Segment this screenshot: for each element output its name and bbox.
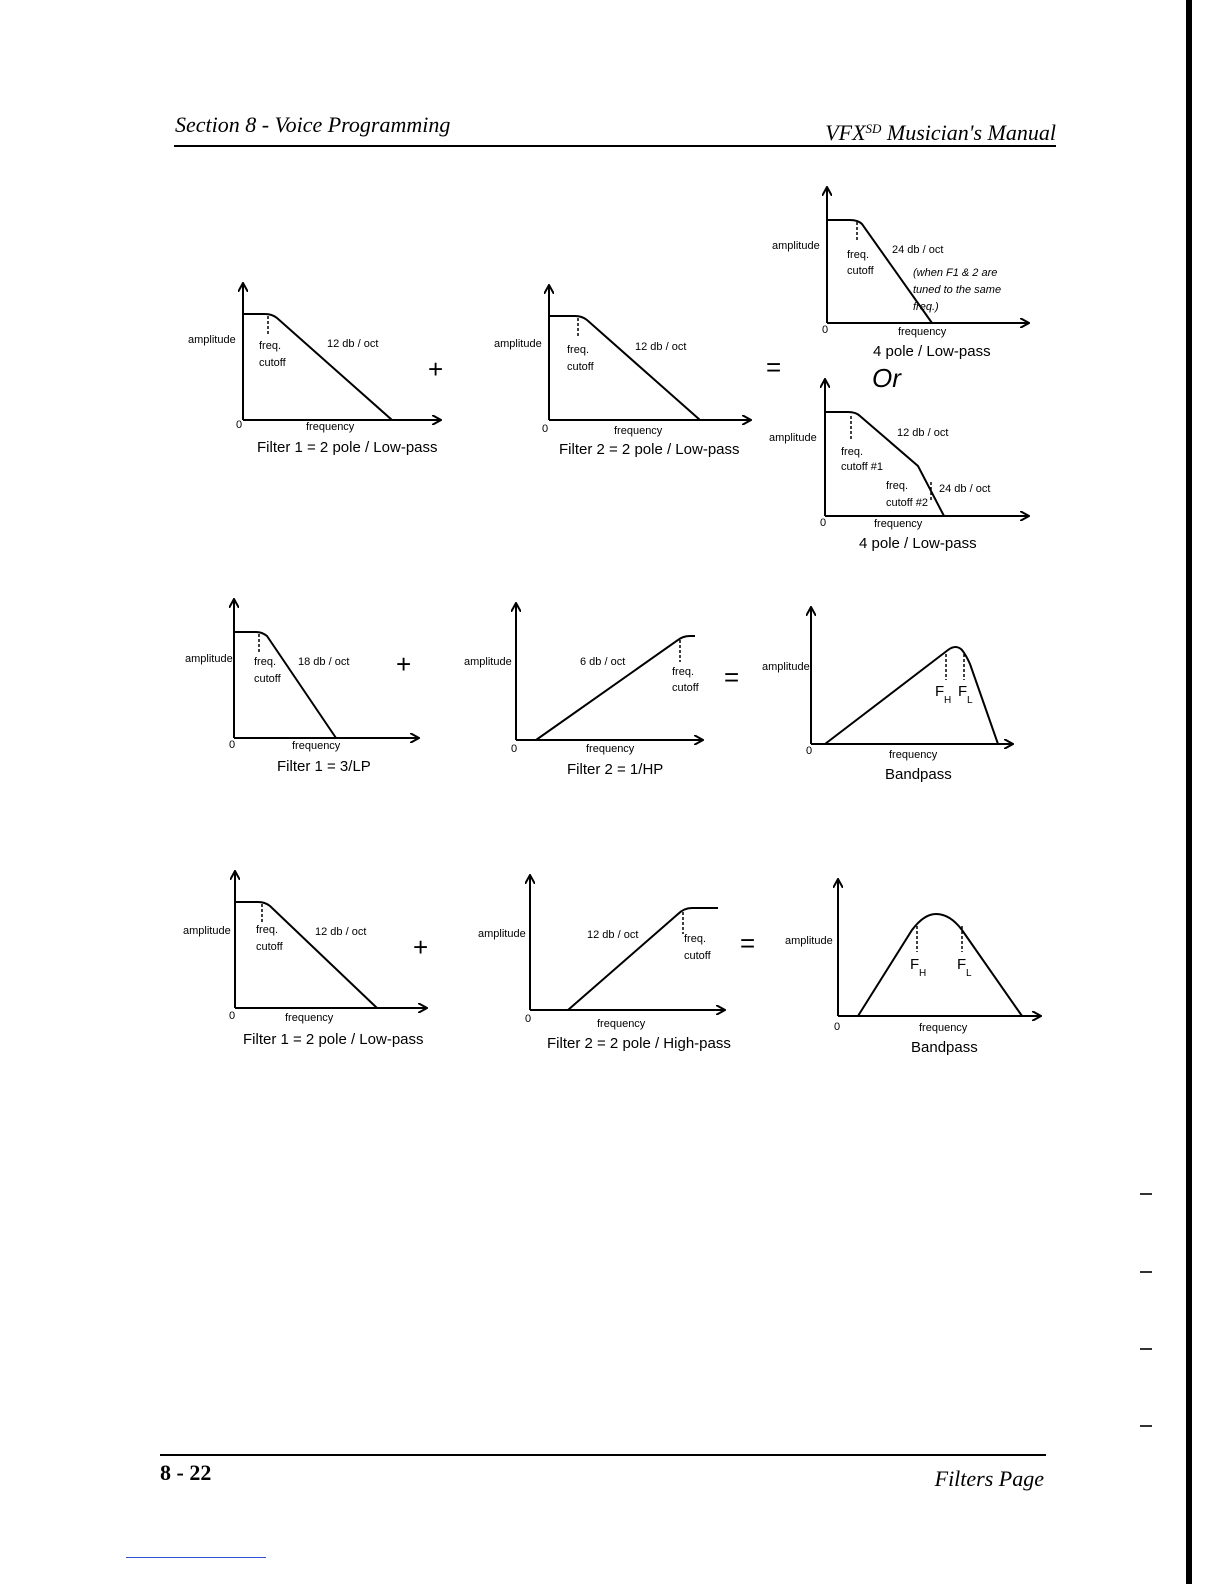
r2f2-frequency: frequency bbox=[586, 743, 635, 755]
r1-result-a-caption: 4 pole / Low-pass bbox=[873, 343, 991, 360]
r2f1-amplitude: amplitude bbox=[185, 653, 233, 665]
r2r-fh: F bbox=[935, 683, 945, 700]
r3-plus: + bbox=[413, 932, 429, 962]
r1-equals: = bbox=[766, 352, 782, 382]
r3r-fl-sub: L bbox=[966, 968, 972, 979]
r1f2-zero: 0 bbox=[542, 423, 549, 435]
margin-tick bbox=[1140, 1271, 1152, 1273]
r1ra-freq: freq. bbox=[847, 249, 870, 261]
r2f1-cutoff: cutoff bbox=[254, 673, 281, 685]
r2-equals: = bbox=[724, 662, 740, 692]
r2-filter1-caption: Filter 1 = 3/LP bbox=[277, 758, 371, 775]
r3r-fh-sub: H bbox=[919, 968, 927, 979]
r3-filter2-caption: Filter 2 = 2 pole / High-pass bbox=[547, 1035, 731, 1052]
r1rb-cutoff1: cutoff #1 bbox=[841, 461, 883, 473]
r1ra-cutoff: cutoff bbox=[847, 265, 874, 277]
r1-result-b-caption: 4 pole / Low-pass bbox=[859, 535, 977, 552]
r1rb-cutoff2: cutoff #2 bbox=[886, 497, 928, 509]
r3r-frequency: frequency bbox=[919, 1022, 968, 1034]
r1ra-note-1: (when F1 & 2 are bbox=[913, 267, 998, 279]
r1ra-frequency: frequency bbox=[898, 326, 947, 338]
r1-plus: + bbox=[428, 354, 444, 384]
manual-prefix: VFX bbox=[825, 120, 866, 145]
r3f2-freq: freq. bbox=[684, 933, 707, 945]
r2-result-caption: Bandpass bbox=[885, 766, 952, 783]
r2-plus: + bbox=[396, 649, 412, 679]
r1f1-amplitude: amplitude bbox=[188, 334, 236, 346]
r1rb-amplitude: amplitude bbox=[769, 432, 817, 444]
footer-rule bbox=[160, 1454, 1046, 1456]
r2f1-freq: freq. bbox=[254, 656, 277, 668]
r1ra-note-3: freq.) bbox=[913, 301, 939, 313]
r3r-fl: F bbox=[957, 956, 967, 973]
r1-filter2-caption: Filter 2 = 2 pole / Low-pass bbox=[559, 441, 740, 458]
r3f1-cutoff: cutoff bbox=[256, 941, 283, 953]
margin-tick bbox=[1140, 1425, 1152, 1427]
margin-tick bbox=[1140, 1348, 1152, 1350]
r3f1-freq: freq. bbox=[256, 924, 279, 936]
r2r-amplitude: amplitude bbox=[762, 661, 810, 673]
r1ra-note-2: tuned to the same bbox=[913, 284, 1002, 296]
r3f1-zero: 0 bbox=[229, 1010, 236, 1022]
manual-suffix: Musician's Manual bbox=[881, 120, 1056, 145]
r2r-fh-sub: H bbox=[944, 695, 952, 706]
r3f1-amplitude: amplitude bbox=[183, 925, 231, 937]
page-name: Filters Page bbox=[934, 1466, 1044, 1491]
r1ra-amplitude: amplitude bbox=[772, 240, 820, 252]
r2f2-zero: 0 bbox=[511, 743, 518, 755]
r1f2-amplitude: amplitude bbox=[494, 338, 542, 350]
r2r-frequency: frequency bbox=[889, 749, 938, 761]
margin-tick bbox=[1140, 1193, 1152, 1195]
r3f1-frequency: frequency bbox=[285, 1012, 334, 1024]
r1rb-zero: 0 bbox=[820, 517, 827, 529]
r2f1-zero: 0 bbox=[229, 739, 236, 751]
r3r-amplitude: amplitude bbox=[785, 935, 833, 947]
r1f1-frequency: frequency bbox=[306, 421, 355, 433]
scan-artifact-line bbox=[126, 1557, 266, 1558]
graph-r2-filter1 bbox=[234, 600, 418, 738]
r1-filter1-caption: Filter 1 = 2 pole / Low-pass bbox=[257, 439, 438, 456]
page-number: 8 - 22 bbox=[160, 1460, 212, 1485]
r1f1-zero: 0 bbox=[236, 419, 243, 431]
r2-filter2-caption: Filter 2 = 1/HP bbox=[567, 761, 664, 778]
r2r-fl-sub: L bbox=[967, 695, 973, 706]
r3f2-slope: 12 db / oct bbox=[587, 929, 639, 941]
r1ra-zero: 0 bbox=[822, 324, 829, 336]
r3f2-cutoff: cutoff bbox=[684, 950, 711, 962]
r1ra-slope: 24 db / oct bbox=[892, 244, 944, 256]
r2f1-frequency: frequency bbox=[292, 740, 341, 752]
r3-equals: = bbox=[740, 928, 756, 958]
r1f2-freq: freq. bbox=[567, 344, 590, 356]
or-label: Or bbox=[872, 363, 901, 393]
r1rb-slope1: 12 db / oct bbox=[897, 427, 949, 439]
r3f2-amplitude: amplitude bbox=[478, 928, 526, 940]
r3r-fh: F bbox=[910, 956, 920, 973]
r1rb-frequency: frequency bbox=[874, 518, 923, 530]
r3f2-frequency: frequency bbox=[597, 1018, 646, 1030]
r3-result-caption: Bandpass bbox=[911, 1039, 978, 1056]
r1f1-freq: freq. bbox=[259, 340, 282, 352]
r1f1-slope: 12 db / oct bbox=[327, 338, 379, 350]
r2f1-slope: 18 db / oct bbox=[298, 656, 350, 668]
graph-r1-filter1 bbox=[243, 284, 440, 420]
graph-r2-result bbox=[811, 608, 1012, 744]
r3-filter1-caption: Filter 1 = 2 pole / Low-pass bbox=[243, 1031, 424, 1048]
r1f2-cutoff: cutoff bbox=[567, 361, 594, 373]
r3f1-slope: 12 db / oct bbox=[315, 926, 367, 938]
r2f2-cutoff: cutoff bbox=[672, 682, 699, 694]
r1rb-freq1: freq. bbox=[841, 446, 864, 458]
r2f2-slope: 6 db / oct bbox=[580, 656, 626, 668]
r1f1-cutoff: cutoff bbox=[259, 357, 286, 369]
r1f2-frequency: frequency bbox=[614, 425, 663, 437]
section-title: Section 8 - Voice Programming bbox=[175, 112, 451, 137]
r1rb-slope2: 24 db / oct bbox=[939, 483, 991, 495]
r2r-fl: F bbox=[958, 683, 968, 700]
graph-r3-result bbox=[838, 880, 1040, 1016]
page-edge-bar bbox=[1186, 0, 1192, 1584]
manual-superscript: SD bbox=[865, 121, 882, 136]
r1rb-freq2: freq. bbox=[886, 480, 909, 492]
r3f2-zero: 0 bbox=[525, 1013, 532, 1025]
r2r-zero: 0 bbox=[806, 745, 813, 757]
r2f2-amplitude: amplitude bbox=[464, 656, 512, 668]
r2f2-freq: freq. bbox=[672, 666, 695, 678]
graph-r3-filter1 bbox=[235, 872, 429, 1008]
r1f2-slope: 12 db / oct bbox=[635, 341, 687, 353]
r3r-zero: 0 bbox=[834, 1021, 841, 1033]
